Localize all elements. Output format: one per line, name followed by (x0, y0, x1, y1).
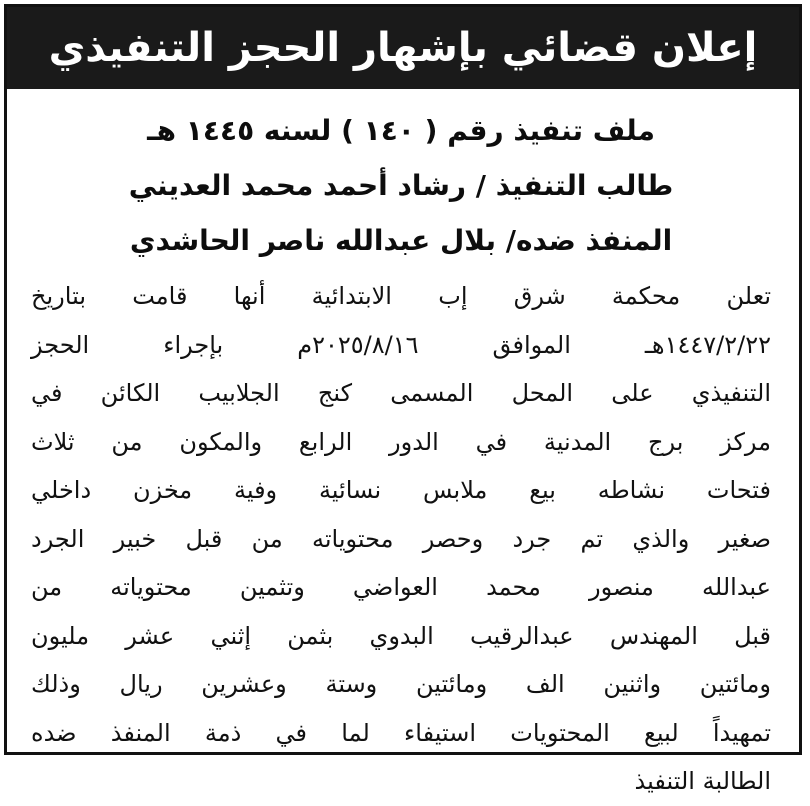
body-line: صغير والذي تم جرد وحصر محتوياته من قبل خبير الجرد (31, 524, 771, 553)
body-line: فتحات نشاطه بيع ملابس نسائية وفية مخزن داخلي (31, 476, 771, 504)
body-line-last: الطالبة التنفيذ (634, 767, 771, 795)
notice-title: إعلان قضائي بإشهار الحجز التنفيذي (48, 25, 758, 71)
title-banner (7, 7, 799, 89)
body-line: قبل المهندس عبدالرقيب البدوي بثمن إثني عشر مليون (31, 621, 771, 650)
applicant-line: طالب التنفيذ / رشاد أحمد محمد العديني (128, 169, 674, 202)
body-line: تمهيداً لبيع المحتويات استيفاء لما في ذمة المنفذ ضده (31, 718, 771, 747)
body-line: التنفيذي على المحل المسمى كنج الجلابيب الكائن في (31, 379, 771, 407)
body-line: تعلن محكمة شرق إب الابتدائية أنها قامت بتاريخ (31, 282, 771, 310)
respondent-line: المنفذ ضده/ بلال عبدالله ناصر الحاشدي (129, 224, 673, 257)
judicial-notice (4, 4, 802, 795)
notice-body (31, 272, 771, 806)
file-number-line: ملف تنفيذ رقم ( ١٤٠ ) لسنه ١٤٤٥ هـ (147, 114, 655, 147)
notice-content (31, 103, 771, 806)
body-line: عبدالله منصور محمد العواضي وتثمين محتوياته من (31, 573, 771, 601)
body-line: مركز برج المدنية في الدور الرابع والمكون من ثلاث (31, 427, 771, 456)
body-line: ومائتين واثنين الف ومائتين وستة وعشرين ريال وذلك (31, 670, 771, 698)
body-line: ١٤٤٧/٢/٢٢هـ الموافق ٢٠٢٥/٨/١٦م بإجراء الحجز (31, 330, 771, 359)
